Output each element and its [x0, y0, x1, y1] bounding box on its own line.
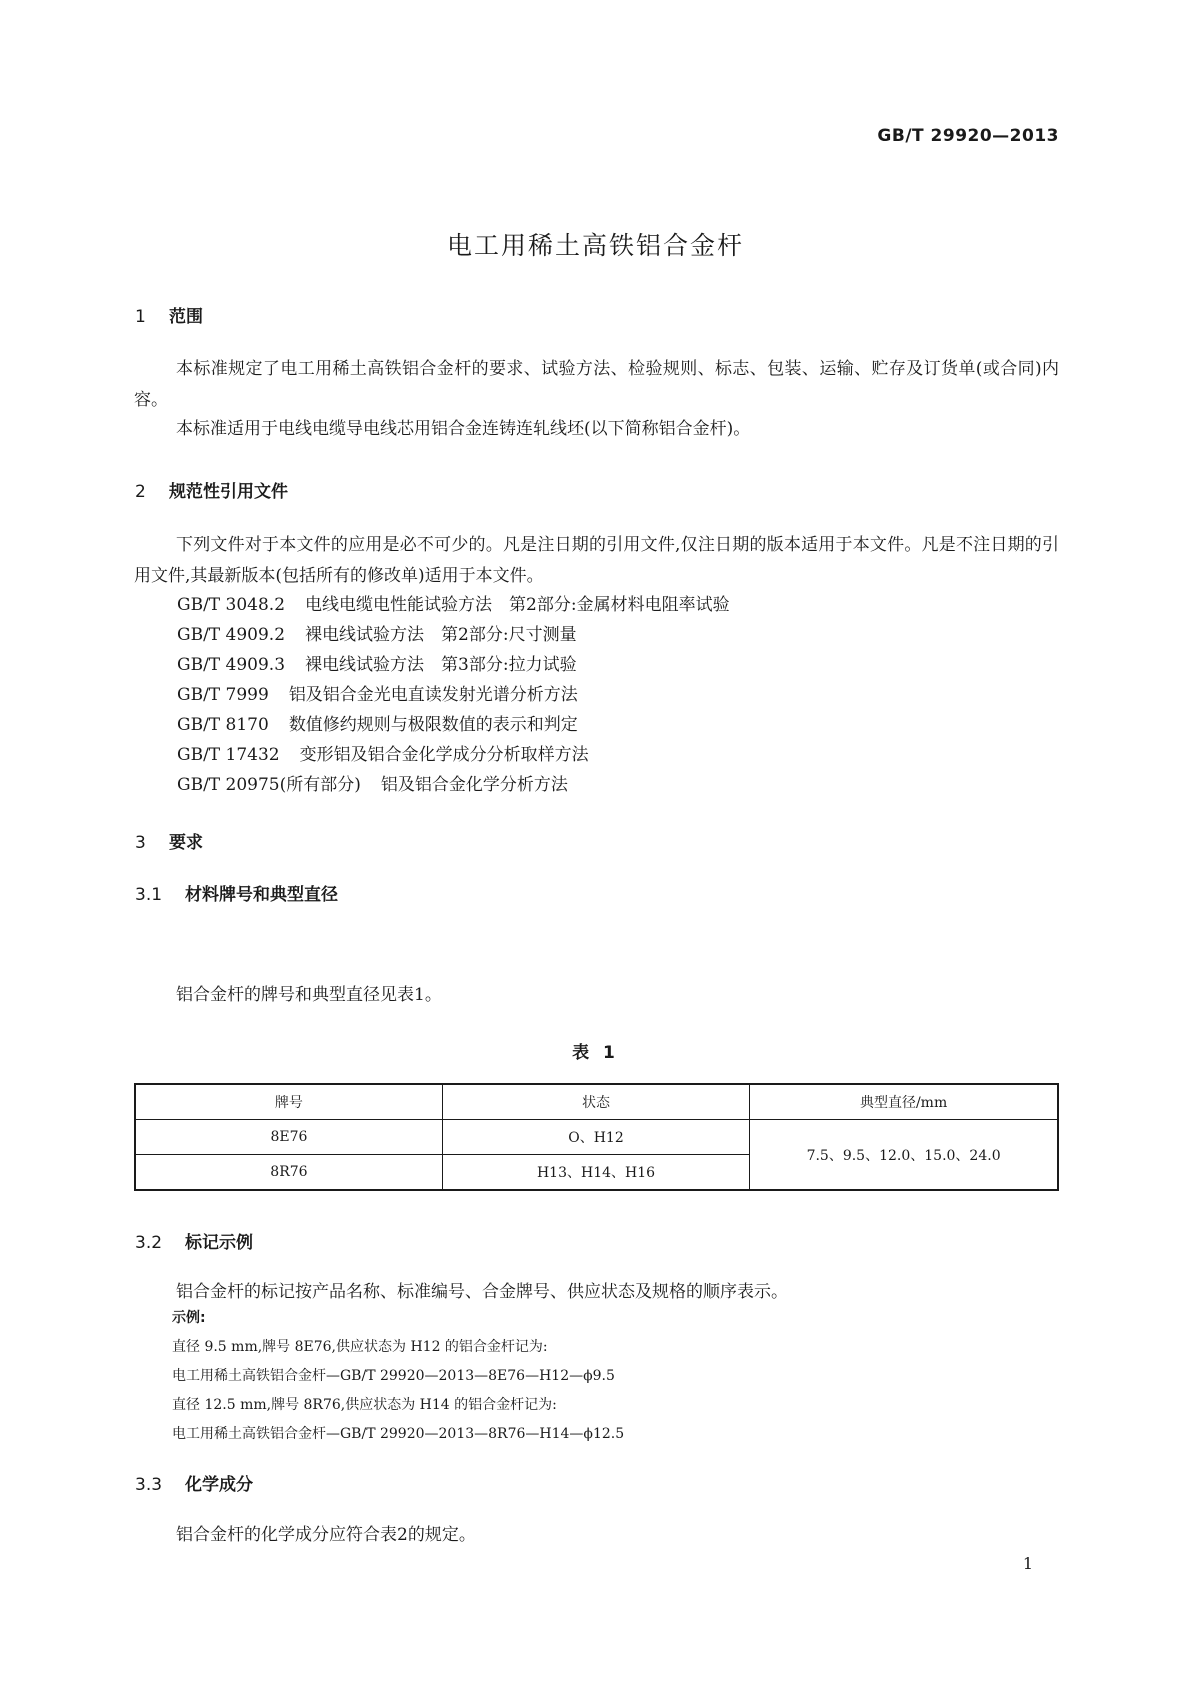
reference-title: 数值修约规则与极限数值的表示和判定 [288, 715, 578, 735]
table-cell-diameters: 7.5、9.5、12.0、15.0、24.0 [750, 1120, 1058, 1191]
reference-title: 变形铝及铝合金化学成分分析取样方法 [299, 745, 589, 765]
table-1 [134, 1083, 1059, 1191]
page-number: 1 [1022, 1554, 1033, 1573]
section-2-title: 规范性引用文件 [169, 482, 288, 502]
section-3-1-title: 材料牌号和典型直径 [185, 885, 338, 905]
section-3-2-heading [135, 1228, 253, 1253]
example-line: 直径 9.5 mm,牌号 8E76,供应状态为 H12 的铝合金杆记为: [172, 1339, 548, 1355]
section-2-heading [135, 477, 288, 502]
table-header-grade: 牌号 [135, 1084, 442, 1120]
section-3-title: 要求 [169, 833, 203, 853]
section-3-2-title: 标记示例 [185, 1233, 253, 1253]
section-3-number: 3 [135, 833, 146, 853]
reference-code: GB/T 4909.2 [177, 625, 286, 645]
reference-title: 裸电线试验方法 第2部分:尺寸测量 [305, 625, 577, 645]
example-line: 电工用稀土高铁铝合金杆—GB/T 29920—2013—8E76—H12—ϕ9.5 [172, 1368, 615, 1384]
table-cell-grade: 8E76 [135, 1120, 442, 1155]
reference-code: GB/T 8170 [177, 715, 269, 735]
example-label: 示例: [172, 1310, 206, 1326]
document-title: 电工用稀土高铁铝合金杆 [446, 231, 744, 260]
section-1-paragraph-2: 本标准适用于电线电缆导电线芯用铝合金连铸连轧线坯(以下简称铝合金杆)。 [176, 419, 751, 439]
section-3-3-paragraph: 铝合金杆的化学成分应符合表2的规定。 [176, 1525, 476, 1545]
section-1-title: 范围 [169, 307, 203, 327]
table-row [135, 1120, 1058, 1155]
section-3-2-number: 3.2 [135, 1233, 163, 1253]
table-1-title: 表 1 [572, 1043, 619, 1063]
example-line: 直径 12.5 mm,牌号 8R76,供应状态为 H14 的铝合金杆记为: [172, 1397, 557, 1413]
reference-code: GB/T 3048.2 [177, 595, 286, 615]
section-3-heading [135, 828, 203, 853]
section-1-number: 1 [135, 307, 146, 327]
reference-item [177, 590, 730, 615]
table-header-row [135, 1084, 1058, 1120]
reference-item [177, 680, 578, 705]
reference-code: GB/T 17432 [177, 745, 280, 765]
section-3-1-number: 3.1 [135, 885, 163, 905]
reference-item [177, 710, 578, 735]
section-3-3-heading [135, 1470, 253, 1495]
reference-code: GB/T 4909.3 [177, 655, 286, 675]
section-1-paragraph-1: 本标准规定了电工用稀土高铁铝合金杆的要求、试验方法、检验规则、标志、包装、运输、贮存及订货单(或合同)内容。 [134, 359, 1059, 410]
reference-code: GB/T 20975(所有部分) [177, 775, 361, 795]
reference-title: 电线电缆电性能试验方法 第2部分:金属材料电阻率试验 [305, 595, 730, 615]
example-line: 电工用稀土高铁铝合金杆—GB/T 29920—2013—8R76—H14—ϕ12.5 [172, 1426, 625, 1442]
table-cell-grade: 8R76 [135, 1155, 442, 1191]
reference-title: 铝及铝合金光电直读发射光谱分析方法 [288, 685, 578, 705]
section-3-3-title: 化学成分 [185, 1475, 253, 1495]
reference-item [177, 620, 577, 645]
table-cell-state: H13、H14、H16 [442, 1155, 749, 1191]
section-3-3-number: 3.3 [135, 1475, 163, 1495]
section-1-heading [135, 302, 203, 327]
reference-item [177, 770, 568, 795]
section-3-2-paragraph: 铝合金杆的标记按产品名称、标准编号、合金牌号、供应状态及规格的顺序表示。 [176, 1282, 788, 1302]
reference-item [177, 650, 577, 675]
table-cell-state: O、H12 [442, 1120, 749, 1155]
section-2-number: 2 [135, 482, 146, 502]
reference-title: 铝及铝合金化学分析方法 [380, 775, 568, 795]
reference-item [177, 740, 589, 765]
section-3-1-paragraph: 铝合金杆的牌号和典型直径见表1。 [176, 985, 442, 1005]
reference-title: 裸电线试验方法 第3部分:拉力试验 [305, 655, 577, 675]
section-3-1-heading [135, 880, 338, 905]
standard-code: GB/T 29920—2013 [877, 126, 1059, 146]
section-2-paragraph-1: 下列文件对于本文件的应用是必不可少的。凡是注日期的引用文件,仅注日期的版本适用于本文件。凡是不注日期的引用文件,其最新版本(包括所有的修改单)适用于本文件。 [134, 535, 1059, 586]
reference-code: GB/T 7999 [177, 685, 269, 705]
table-header-diameter: 典型直径/mm [750, 1084, 1058, 1120]
table-header-state: 状态 [442, 1084, 749, 1120]
